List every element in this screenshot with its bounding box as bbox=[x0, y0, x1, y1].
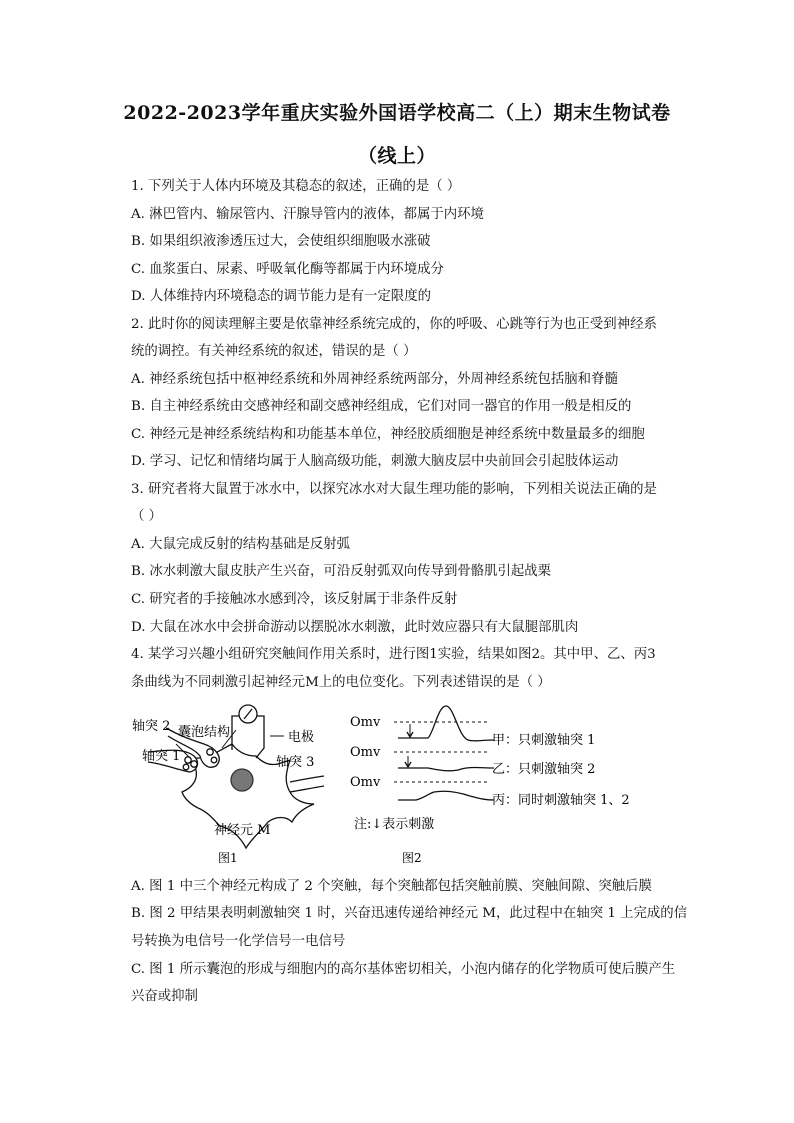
question-4-option-c-cont: 兴奋或抑制 bbox=[131, 989, 198, 1004]
question-3-stem-cont: （ ） bbox=[131, 509, 163, 524]
question-3-stem: 3. 研究者将大鼠置于冰水中，以探究冰水对大鼠生理功能的影响，下列相关说法正确的是 bbox=[131, 482, 657, 497]
figure-svg bbox=[128, 700, 668, 872]
trace-yi bbox=[398, 768, 494, 771]
fig2-omv-2: Omv bbox=[350, 745, 381, 760]
fig2-omv-1: Omv bbox=[350, 715, 381, 730]
question-3-option-b: B. 冰水刺激大鼠皮肤产生兴奋，可沿反射弧双向传导到骨骼肌引起战栗 bbox=[131, 564, 552, 579]
question-4-option-a: A. 图 1 中三个神经元构成了 2 个突触，每个突触都包括突触前膜、突触间隙、突触后膜 bbox=[131, 879, 652, 894]
question-1-option-a: A. 淋巴管内、输尿管内、汗腺导管内的液体，都属于内环境 bbox=[131, 207, 484, 222]
question-4-stem: 4. 某学习兴趣小组研究突触间作用关系时，进行图1实验，结果如图2。其中甲、乙、丙3 bbox=[131, 647, 656, 662]
question-2-stem-cont: 统的调控。有关神经系统的叙述，错误的是（ ） bbox=[131, 344, 417, 359]
question-4-stem-cont: 条曲线为不同刺激引起神经元M上的电位变化。下列表述错误的是（ ） bbox=[131, 675, 551, 690]
question-2-option-a: A. 神经系统包括中枢神经系统和外周神经系统两部分，外周神经系统包括脑和脊髓 bbox=[131, 372, 618, 387]
figure-2 bbox=[394, 706, 494, 800]
fig1-label-vesicle: 囊泡结构 bbox=[178, 725, 231, 740]
neuron-nucleus bbox=[231, 769, 253, 791]
question-1-option-d: D. 人体维持内环境稳态的调节能力是有一定限度的 bbox=[131, 289, 431, 304]
fig1-label-electrode: 电极 bbox=[288, 730, 315, 745]
question-4-option-c: C. 图 1 所示囊泡的形成与细胞内的高尔基体密切相关，小泡内储存的化学物质可使后膜产生 bbox=[131, 962, 676, 977]
fig1-label-axon-2: 轴突 2 bbox=[132, 719, 171, 734]
fig2-note: 注:↓表示刺激 bbox=[354, 817, 435, 832]
axon-3-shape bbox=[290, 776, 324, 782]
fig1-label-axon-3: 轴突 3 bbox=[276, 755, 315, 770]
question-2-option-c: C. 神经元是神经系统结构和功能基本单位，神经胶质细胞是神经系统中数量最多的细胞 bbox=[131, 427, 645, 442]
question-2-option-d: D. 学习、记忆和情绪均属于人脑高级功能，刺激大脑皮层中央前回会引起肢体运动 bbox=[131, 454, 619, 469]
fig1-label-neuron-m: 神经元 M bbox=[214, 823, 271, 838]
figure-2-caption: 图2 bbox=[402, 851, 422, 865]
fig2-legend-bing: 丙：同时刺激轴突 1、2 bbox=[492, 793, 630, 808]
exam-title: 2022-2023学年重庆实验外国语学校高二（上）期末生物试卷 bbox=[123, 102, 671, 124]
question-2-option-b: B. 自主神经系统由交感神经和副交感神经组成，它们对同一器官的作用一般是相反的 bbox=[131, 399, 632, 414]
question-3-option-a: A. 大鼠完成反射的结构基础是反射弧 bbox=[131, 537, 351, 552]
trace-bing bbox=[398, 791, 494, 800]
exam-subtitle: （线上） bbox=[357, 145, 436, 167]
fig1-label-axon-1: 轴突 1 bbox=[142, 749, 181, 764]
question-1-option-c: C. 血浆蛋白、尿素、呼吸氧化酶等都属于内环境成分 bbox=[131, 262, 444, 277]
question-3-option-d: D. 大鼠在冰水中会拼命游动以摆脱冰水刺激，此时效应器只有大鼠腿部肌肉 bbox=[131, 620, 579, 635]
question-3-option-c: C. 研究者的手接触冰水感到冷，该反射属于非条件反射 bbox=[131, 592, 458, 607]
question-4-option-b: B. 图 2 甲结果表明刺激轴突 1 时，兴奋迅速传递给神经元 M，此过程中在轴突 1 上完成的信 bbox=[131, 906, 688, 921]
fig2-legend-yi: 乙：只刺激轴突 2 bbox=[492, 762, 596, 777]
question-1-option-b: B. 如果组织液渗透压过大，会使组织细胞吸水涨破 bbox=[131, 234, 431, 249]
fig2-omv-3: Omv bbox=[350, 775, 381, 790]
figure-1-caption: 图1 bbox=[218, 851, 238, 865]
question-1-stem: 1. 下列关于人体内环境及其稳态的叙述，正确的是（ ） bbox=[131, 179, 461, 194]
figure-area bbox=[128, 700, 668, 872]
trace-jia bbox=[398, 706, 494, 741]
question-2-stem: 2. 此时你的阅读理解主要是依靠神经系统完成的，你的呼吸、心跳等行为也正受到神经系 bbox=[131, 317, 657, 332]
question-4-option-b-cont: 号转换为电信号一化学信号一电信号 bbox=[131, 934, 346, 949]
fig2-legend-jia: 甲：只刺激轴突 1 bbox=[492, 733, 596, 748]
